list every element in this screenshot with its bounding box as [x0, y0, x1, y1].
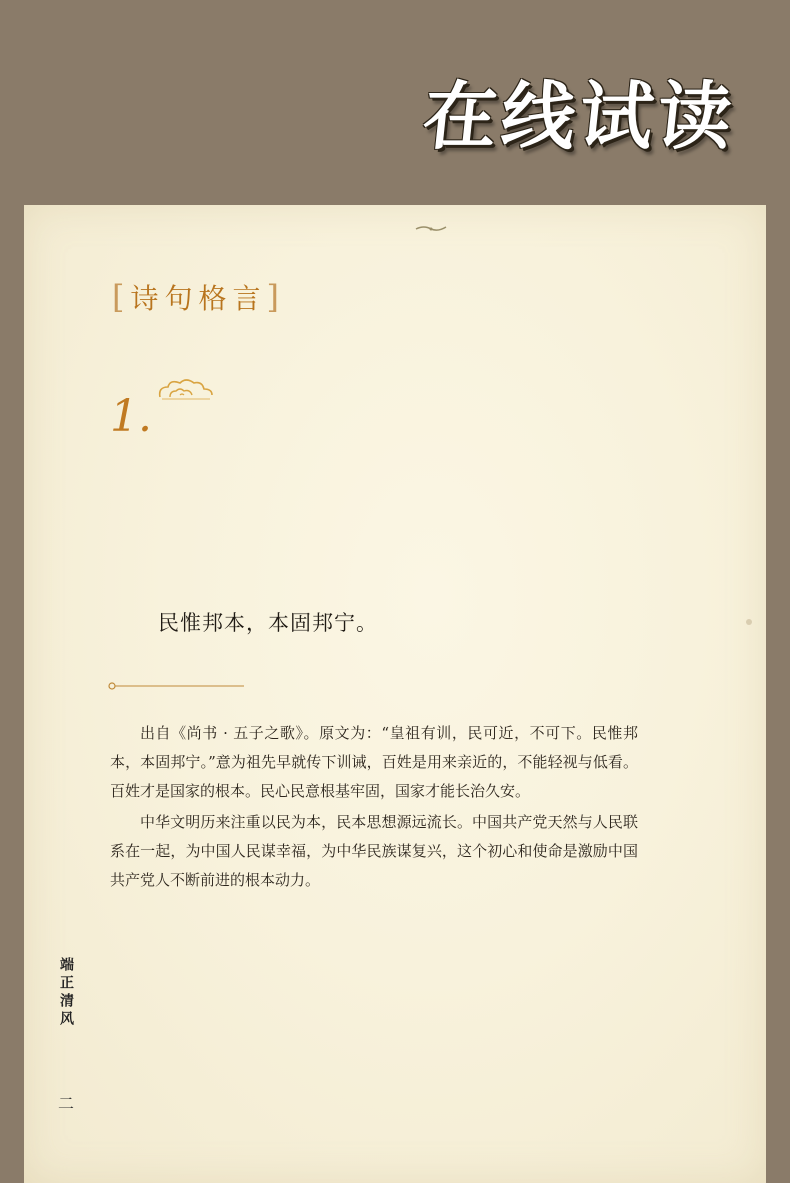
page-number: 二 — [58, 1094, 75, 1113]
section-label — [112, 277, 285, 317]
book-page — [24, 205, 766, 1183]
auspicious-cloud-icon — [156, 375, 216, 405]
right-bracket-icon: ] — [266, 278, 285, 316]
top-ornament-icon — [414, 223, 448, 233]
divider-line — [108, 681, 244, 691]
quote-text: 民惟邦本，本固邦宁。 — [158, 611, 378, 635]
side-book-title: 端正清风 — [58, 957, 74, 1029]
section-number: 1. — [110, 391, 152, 442]
body-paragraph: 中华文明历来注重以民为本，民本思想源远流长。中国共产党天然与人民联系在一起，为中国人民谋幸福，为中华民族谋复兴，这个初心和使命是激励中国共产党人不断前进的根本动力。 — [110, 813, 638, 889]
body-text — [110, 719, 638, 897]
body-paragraph: 出自《尚书 · 五子之歌》。原文为：“皇祖有训，民可近，不可下。民惟邦本，本固邦宁。”意为祖先早就传下训诫，百姓是用来亲近的，不能轻视与低看。百姓才是国家的根本。民心民意根基牢固，国家才能长治久安。 — [110, 724, 638, 800]
section-label-text: 诗句格言 — [130, 282, 267, 315]
banner-title: 在线试读 — [418, 74, 740, 160]
paper-speck — [746, 619, 752, 625]
left-bracket-icon: [ — [112, 278, 131, 316]
